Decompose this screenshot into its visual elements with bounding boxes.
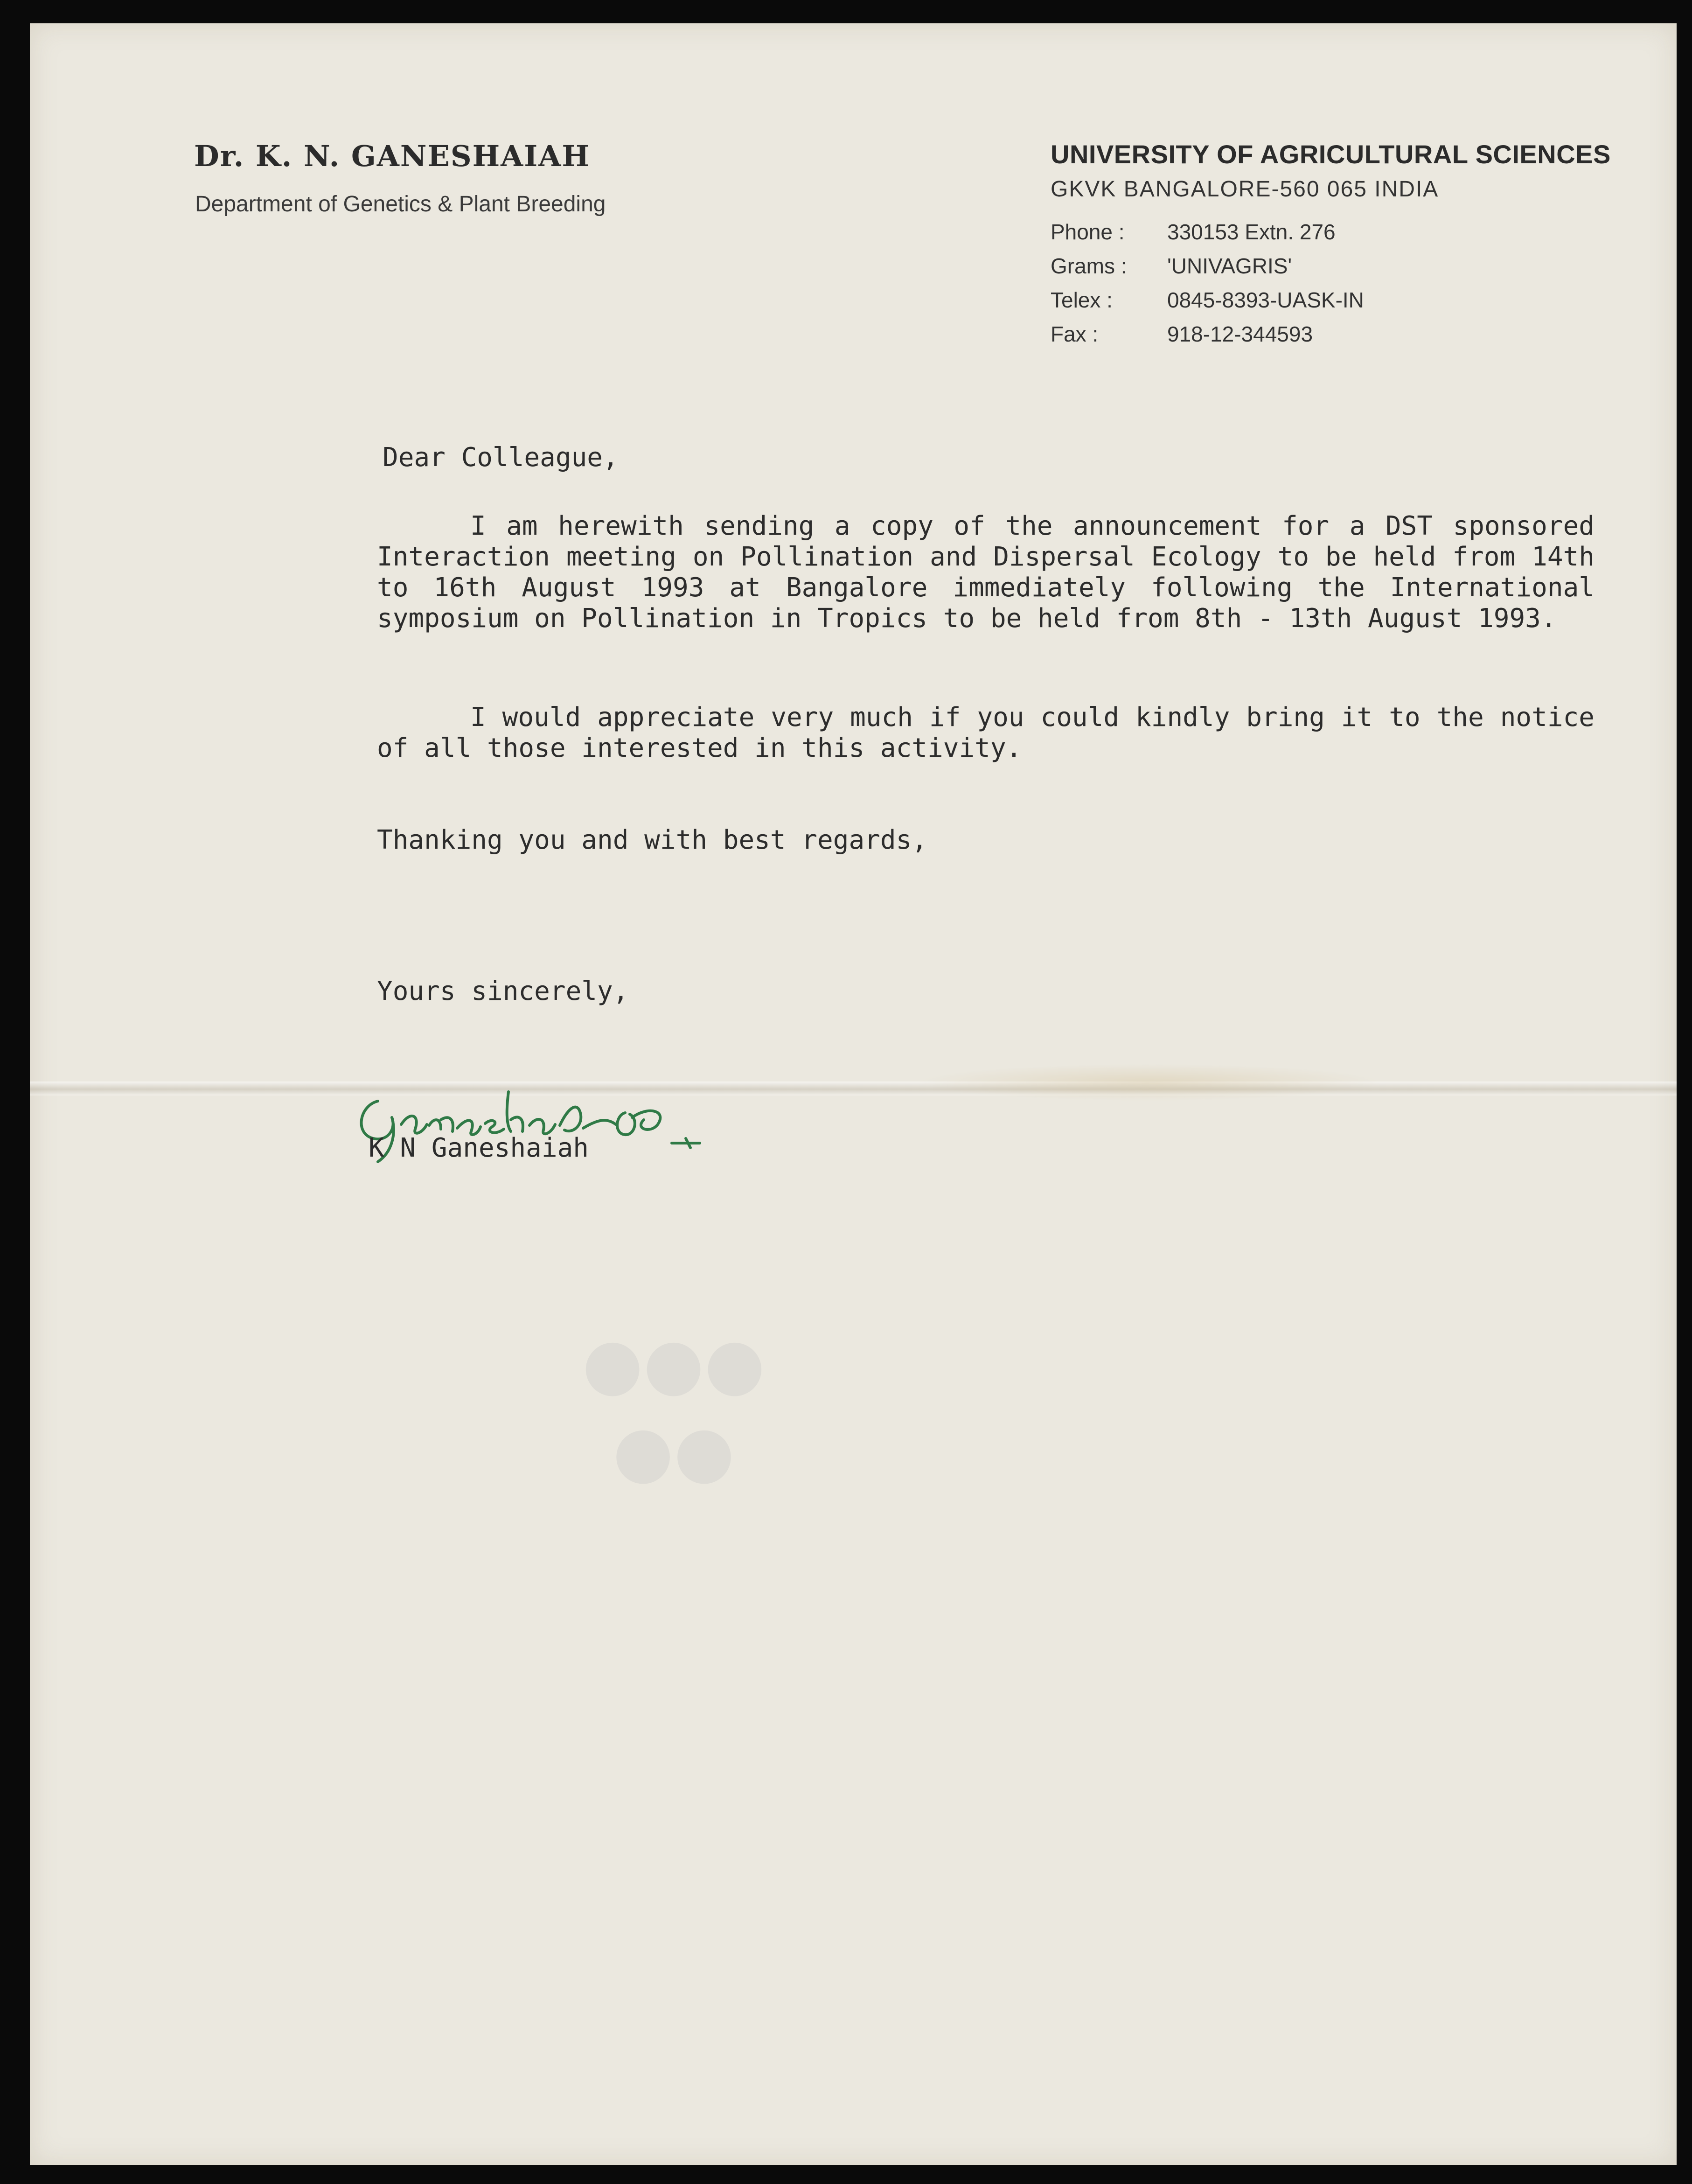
- letter-page: [30, 23, 1677, 2165]
- contact-row-grams: [1051, 253, 1364, 287]
- contact-label: Telex :: [1051, 288, 1113, 312]
- body-paragraph-1: I am herewith sending a copy of the announcement for a DST sponsored Interaction meeting on Pollination and Dispersal Ecology to be held from 14th to 16th August 1993 at Bangalore immediately following the International symposium on Pollination in Tropics to be held from 8th - 13th August 1993.: [377, 511, 1595, 634]
- contact-row-telex: [1051, 287, 1364, 321]
- body-paragraph-2: I would appreciate very much if you could kindly bring it to the notice of all those interested in this activity.: [377, 702, 1595, 763]
- reverse-side-bleed: ●●● ●●: [582, 1323, 766, 1492]
- paper-fold-line: [30, 1082, 1677, 1095]
- contact-value: 330153 Extn. 276: [1167, 220, 1336, 244]
- contact-row-phone: [1051, 219, 1364, 253]
- contact-value: 0845-8393-UASK-IN: [1167, 288, 1364, 312]
- contact-value: 'UNIVAGRIS': [1167, 254, 1292, 278]
- institution-address: GKVK BANGALORE-560 065 INDIA: [1051, 177, 1439, 202]
- contact-label: Fax :: [1051, 322, 1099, 346]
- sender-name: Dr. K. N. GANESHAIAH: [194, 139, 590, 173]
- valediction: Yours sincerely,: [377, 976, 629, 1006]
- contact-label: Phone :: [1051, 220, 1125, 244]
- sender-department: Department of Genetics & Plant Breeding: [195, 192, 606, 216]
- contact-value: 918-12-344593: [1167, 322, 1313, 346]
- signatory-name: K N Ganeshaiah: [369, 1133, 589, 1163]
- closing-line: Thanking you and with best regards,: [377, 825, 928, 855]
- institution-name: UNIVERSITY OF AGRICULTURAL SCIENCES: [1051, 140, 1611, 169]
- contact-row-fax: [1051, 321, 1364, 356]
- contact-details: [1051, 219, 1364, 356]
- paper-stain: [916, 1064, 1383, 1101]
- salutation: Dear Colleague,: [383, 442, 619, 473]
- contact-label: Grams :: [1051, 254, 1127, 278]
